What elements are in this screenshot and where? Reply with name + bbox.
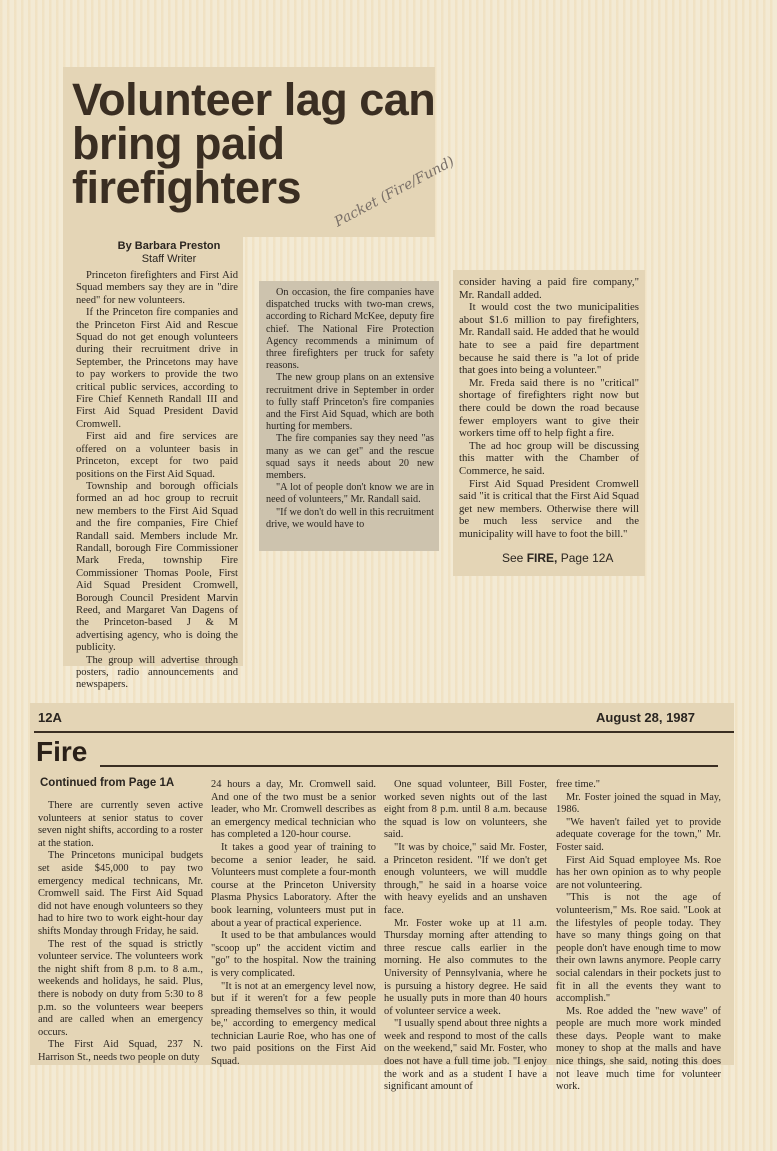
paragraph: "This is not the age of volunteerism," Ms. Roe said. "Look at the lifestyles of people today. They have so many things going on that people don't have enough time to mow their own lawns anymore. People carry social calendars in their pockets just to fit in all the events they want to accomplish." bbox=[556, 892, 721, 1005]
continued-from: Continued from Page 1A bbox=[40, 777, 175, 789]
paragraph: Mr. Freda said there is no "critical" shortage of firefighters right now but there could be down the road because fewer employers want to give their workers time off to help fight a fire. bbox=[459, 376, 639, 440]
paragraph: There are currently seven active volunteers at senior status to cover seven night shifts, according to a roster at the station. bbox=[38, 800, 203, 849]
article-column-1 bbox=[76, 270, 238, 692]
paragraph: The group will advertise through posters, radio announcements and newspapers. bbox=[76, 654, 238, 691]
article-column-2 bbox=[266, 287, 434, 531]
continuation-column-4 bbox=[556, 779, 721, 1094]
paragraph: "If we don't do well in this recruitment drive, we would have to bbox=[266, 506, 434, 530]
jump-reference: See FIRE, Page 12A bbox=[502, 551, 614, 565]
byline-role: Staff Writer bbox=[141, 253, 197, 265]
paragraph: Ms. Roe added the "new wave" of people are much more work minded these days. People want to make money to shop at the malls and have nice things, she said, noting this does not leave much time for volunteer work. bbox=[556, 1005, 721, 1093]
paragraph: "We haven't failed yet to provide adequate coverage for the town," Mr. Foster said. bbox=[556, 816, 721, 853]
continuation-title: Fire bbox=[36, 736, 88, 767]
paragraph: It used to be that ambulances would "scoop up" the accident victim and "go" to the hospital. Now the training is very complicated. bbox=[211, 930, 376, 979]
page-date: August 28, 1987 bbox=[596, 710, 695, 725]
paragraph: The First Aid Squad, 237 N. Harrison St., needs two people on duty bbox=[38, 1039, 203, 1063]
paragraph: Mr. Foster woke up at 11 a.m. Thursday morning after attending to three rescue calls earlier in the morning. He also commutes to the University of Pennsylvania, where he is pursuing a history degree. He said he usually puts in more than 40 hours of volunteer service a week. bbox=[384, 917, 547, 1017]
paragraph: "It was by choice," said Mr. Foster, a Princeton resident. "If we don't get enough volunteers, we will muddle through," he said in a hoarse voice with heavy eyelids and an unshaven face. bbox=[384, 841, 547, 916]
paragraph: Mr. Foster joined the squad in May, 1986. bbox=[556, 791, 721, 816]
continuation-column-2 bbox=[211, 779, 376, 1069]
paragraph: The ad hoc group will be discussing this matter with the Chamber of Commerce, he said. bbox=[459, 439, 639, 477]
paragraph: It would cost the two municipalities about $1.6 million to pay firefighters, Mr. Randall said. He added that he would hate to see a paid fire department because he said there is "a lot of pride that goes into being a volunteer." bbox=[459, 301, 639, 377]
paragraph: First aid and fire services are offered on a volunteer basis in Princeton, except for two paid positions on the First Aid Squad. bbox=[76, 431, 238, 480]
byline bbox=[94, 240, 244, 266]
article-column-3 bbox=[459, 276, 639, 540]
continuation-column-3 bbox=[384, 779, 547, 1094]
paragraph: consider having a paid fire company," Mr. Randall added. bbox=[459, 276, 639, 301]
paragraph: First Aid Squad employee Ms. Roe has her own opinion as to why people are not volunteering. bbox=[556, 854, 721, 891]
paragraph: If the Princeton fire companies and the Princeton First Aid and Rescue Squad do not get enough volunteers during their recruitment drive in September, the Princetons may have to pay workers to provide the two critical public services, according to Fire Chief Kenneth Randall III and First Aid Squad President David Cromwell. bbox=[76, 307, 238, 430]
handwritten-note: Packet (Fire/Fund) bbox=[331, 153, 458, 231]
paragraph: Township and borough officials formed an ad hoc group to recruit new members to the First Aid Squad and the fire companies, Fire Chief Randall said. Members include Mr. Randall, borough Fire Commissioner Mark Freda, township Fire Commissioner Thomas Poole, First Aid Squad President Cromwell, Borough Council President Marvin Reed, and Margaret Van Dagens of the Princeton-based J & M advertising agency, who is doing the publicity. bbox=[76, 480, 238, 654]
paragraph: free time." bbox=[556, 779, 601, 790]
byline-author: By Barbara Preston bbox=[117, 240, 221, 252]
paragraph: It takes a good year of training to become a senior leader, he said. Volunteers must complete a four-month course at the Princeton University Plasma Physics Laboratory. After the book learning, volunteers must put in about a year of practical experience. bbox=[211, 841, 376, 929]
paragraph: The rest of the squad is strictly volunteer service. The volunteers work the night shift from 8 p.m. to 8 a.m., weekends and holidays, he said. Plus, there is nobody on duty from 5:30 to 8 p.m. so the volunteers wear beepers and are called when an emergency occurs. bbox=[38, 938, 203, 1038]
paragraph: Princeton firefighters and First Aid Squad members say they are in "dire need" for new volunteers. bbox=[76, 270, 238, 306]
paragraph: "I usually spend about three nights a week and respond to most of the calls on the weekend," said Mr. Foster, who does not have a full time job. "I enjoy the work and as a student I have a significant amount of bbox=[384, 1018, 547, 1093]
article-headline: Volunteer lag can bring paid firefighters bbox=[72, 74, 436, 213]
header-rule bbox=[34, 731, 734, 733]
page-label: 12A bbox=[38, 710, 62, 725]
continuation-column-1 bbox=[38, 800, 203, 1064]
paragraph: "It is not at an emergency level now, but if it weren't for a few people spreading themselves so thin, it would be," according to emergency medical technician Laurie Roe, who has one of two paid positions on the First Aid Squad. bbox=[211, 980, 376, 1068]
paragraph: First Aid Squad President Cromwell said "it is critical that the First Aid Squad get new members. Otherwise there will be much less service and the municipality will have to foot the bill." bbox=[459, 477, 639, 540]
paragraph: "A lot of people don't know we are in need of volunteers," Mr. Randall said. bbox=[266, 482, 434, 506]
paragraph: One squad volunteer, Bill Foster, worked seven nights out of the last eight from 8 p.m. until 8 a.m. because the squad is low on volunteers, she said. bbox=[384, 779, 547, 841]
paragraph: The Princetons municipal budgets set aside $45,000 to pay two emergency medical technicans, Mr. Cromwell said. The First Aid Squad did not have enough volunteers so they had to hire two to work eight-hour day shifts Monday through Friday, he said. bbox=[38, 850, 203, 937]
title-rule bbox=[100, 765, 718, 767]
paragraph: 24 hours a day, Mr. Cromwell said. And one of the two must be a senior leader, who Mr. Cromwell describes as an emergency medical technician who has completed a 120-hour course. bbox=[211, 779, 376, 841]
paragraph: On occasion, the fire companies have dispatched trucks with two-man crews, according to Richard McKee, deputy fire chief. The National Fire Protection Agency recommends a minimum of three firefighters per truck for safety reasons. bbox=[266, 287, 434, 372]
paragraph: The fire companies say they need "as many as we can get" and the rescue squad says it needs about 20 new members. bbox=[266, 433, 434, 482]
paragraph: The new group plans on an extensive recruitment drive in September in order to fully staff Princeton's fire companies and the First Aid Squad, which are both hurting for members. bbox=[266, 372, 434, 433]
